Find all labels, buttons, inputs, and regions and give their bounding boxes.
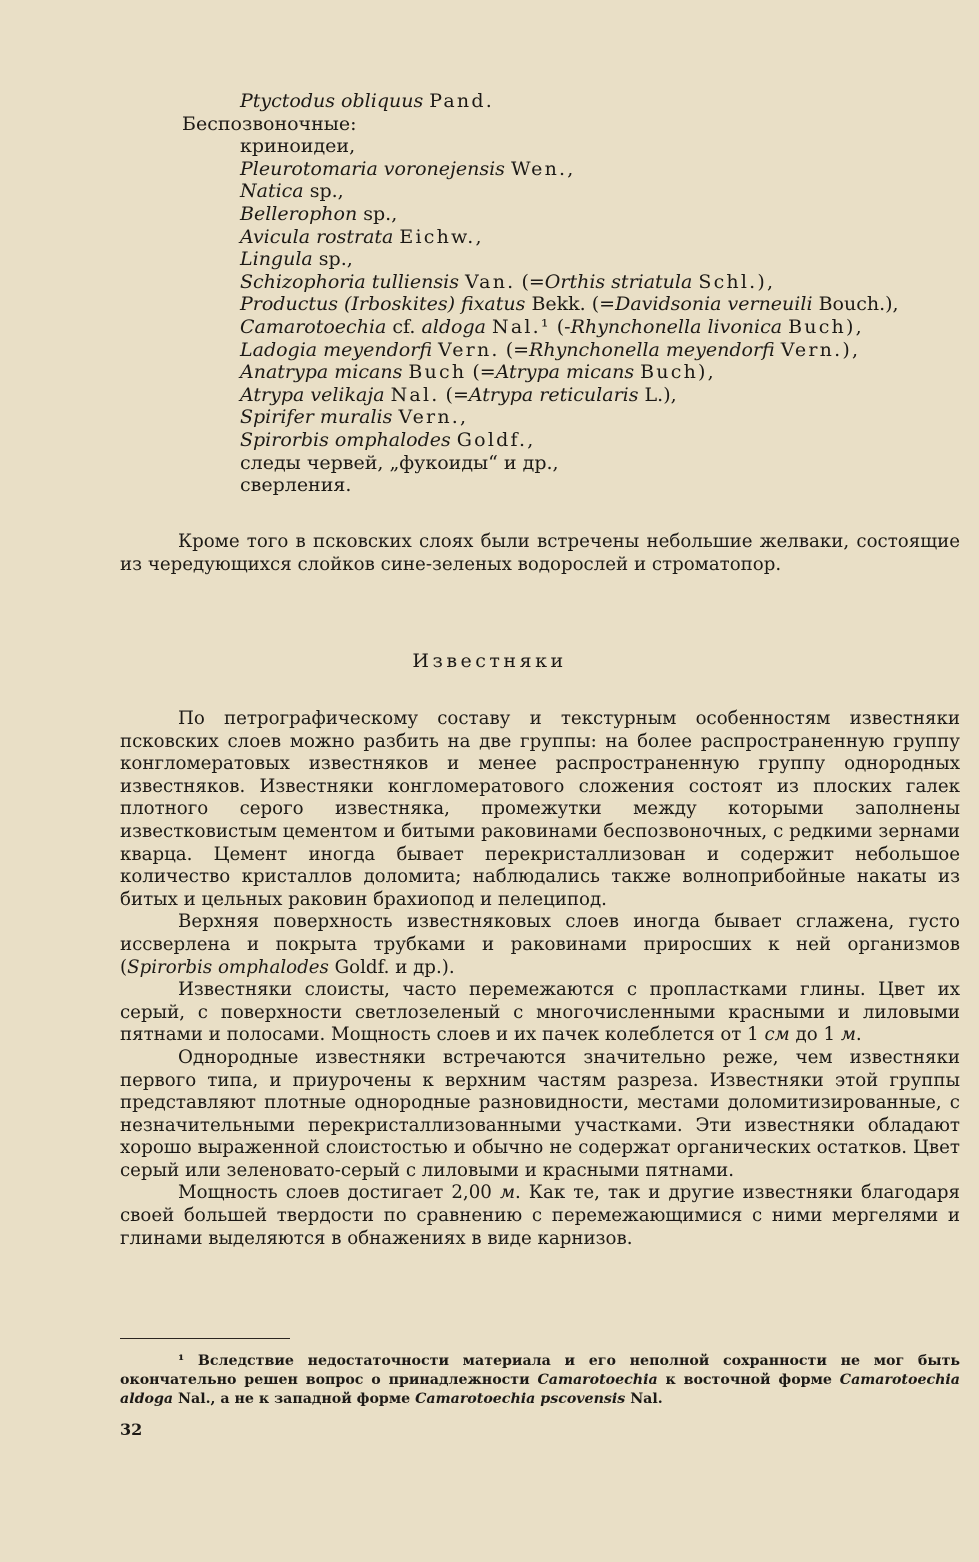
list-item: Lingula sp., <box>240 248 353 271</box>
list-item: Bellerophon sp., <box>240 202 398 225</box>
paragraph-2: Верхняя поверхность известняковых слоев иногда бывает сглажена, густо иссверлена и покрыта трубками и раковинами приросших к ней организмов (Spirorbis omphalodes Goldf. и др.). <box>120 911 960 978</box>
list-item: криноидеи, <box>240 135 356 158</box>
page-number: 32 <box>120 1420 143 1439</box>
footnote: ¹ Вследствие недостаточности материала и его неполной сохранности не мог быть окончательно решен вопрос о принадлежности Camarotoechia к восточной форме Camarotoechia aldoga Nal., а не к западной форме Camarotoechia pscovensis Nal. <box>120 1353 961 1407</box>
list-item: Spirifer muralis Vern., <box>240 406 469 429</box>
body-text <box>120 708 960 1250</box>
list-item: Productus (Irboskites) fixatus Bekk. (=Davidsonia verneuili Bouch.), <box>240 293 899 316</box>
list-item: Ladogia meyendorfi Vern. (=Rhynchonella meyendorfi Vern.), <box>240 338 861 361</box>
list-item: Schizophoria tulliensis Van. (=Orthis striatula Schl.), <box>240 270 776 293</box>
paragraph-5: Мощность слоев достигает 2,00 м. Как те, так и другие известняки благодаря своей большей твердости по сравнению с перемежающимися с ними мергелями и глинами выделяются в обнажениях в виде карнизов. <box>120 1182 960 1249</box>
list-item: Avicula rostrata Eichw., <box>240 225 484 248</box>
list-item: сверления. <box>240 474 352 497</box>
paragraph-4: Однородные известняки встречаются значительно реже, чем известняки первого типа, и приурочены к верхним частям разреза. Известняки этой группы представляют плотные однородные разновидности, местами доломитизированные, с незначительными перекристаллизованными участками. Эти известняки обладают хорошо выраженной слоистостью и обычно не содержат органических остатков. Цвет серый или зеленовато-серый с лиловыми и красными пятнами. <box>120 1046 960 1181</box>
list-item: Anatrypa micans Buch (=Atrypa micans Buch), <box>240 361 716 384</box>
section-heading: Известняки <box>412 650 567 672</box>
list-item: Pleurotomaria voronejensis Wen., <box>240 157 576 180</box>
paragraph-3: Известняки слоисты, часто перемежаются с пропластками глины. Цвет их серый, с поверхности светлозеленый с многочисленными красными и лиловыми пятнами и полосами. Мощность слоев и их пачек колеблется от 1 см до 1 м. <box>120 979 960 1046</box>
fossil-species-list <box>182 90 962 497</box>
list-item: следы червей, „фукоиды“ и др., <box>240 451 559 474</box>
intro-paragraph-block <box>120 531 960 576</box>
list-heading-invertebrates: Беспозвоночные: <box>182 112 357 135</box>
footnote-divider <box>120 1338 290 1339</box>
list-item: Camarotoechia cf. aldoga Nal.¹ (-Rhynchonella livonica Buch), <box>240 315 864 338</box>
paragraph-1: По петрографическому составу и текстурным особенностям известняки псковских слоев можно разбить на две группы: на более распространенную группу конгломератовых известняков и менее распространенную группу однородных известняков. Известняки конгломератового сложения состоят из плоских галек плотного серого известняка, промежутки между которыми заполнены известковистым цементом и битыми раковинами беспозвоночных, с редкими зернами кварца. Цемент иногда бывает перекристаллизован и содержит небольшое количество кристаллов доломита; наблюдались также волноприбойные накаты из битых и цельных раковин брахиопод и пелеципод. <box>120 708 960 910</box>
list-item: Spirorbis omphalodes Goldf., <box>240 428 536 451</box>
list-item: Atrypa velikaja Nal. (=Atrypa reticularis L.), <box>240 383 677 406</box>
list-item: Ptyctodus obliquus Pand. <box>240 90 494 112</box>
intro-paragraph: Кроме того в псковских слоях были встречены небольшие желваки, состоящие из чередующихся слойков сине-зеленых водорослей и строматопор. <box>120 531 960 575</box>
list-item: Natica sp., <box>240 180 344 203</box>
